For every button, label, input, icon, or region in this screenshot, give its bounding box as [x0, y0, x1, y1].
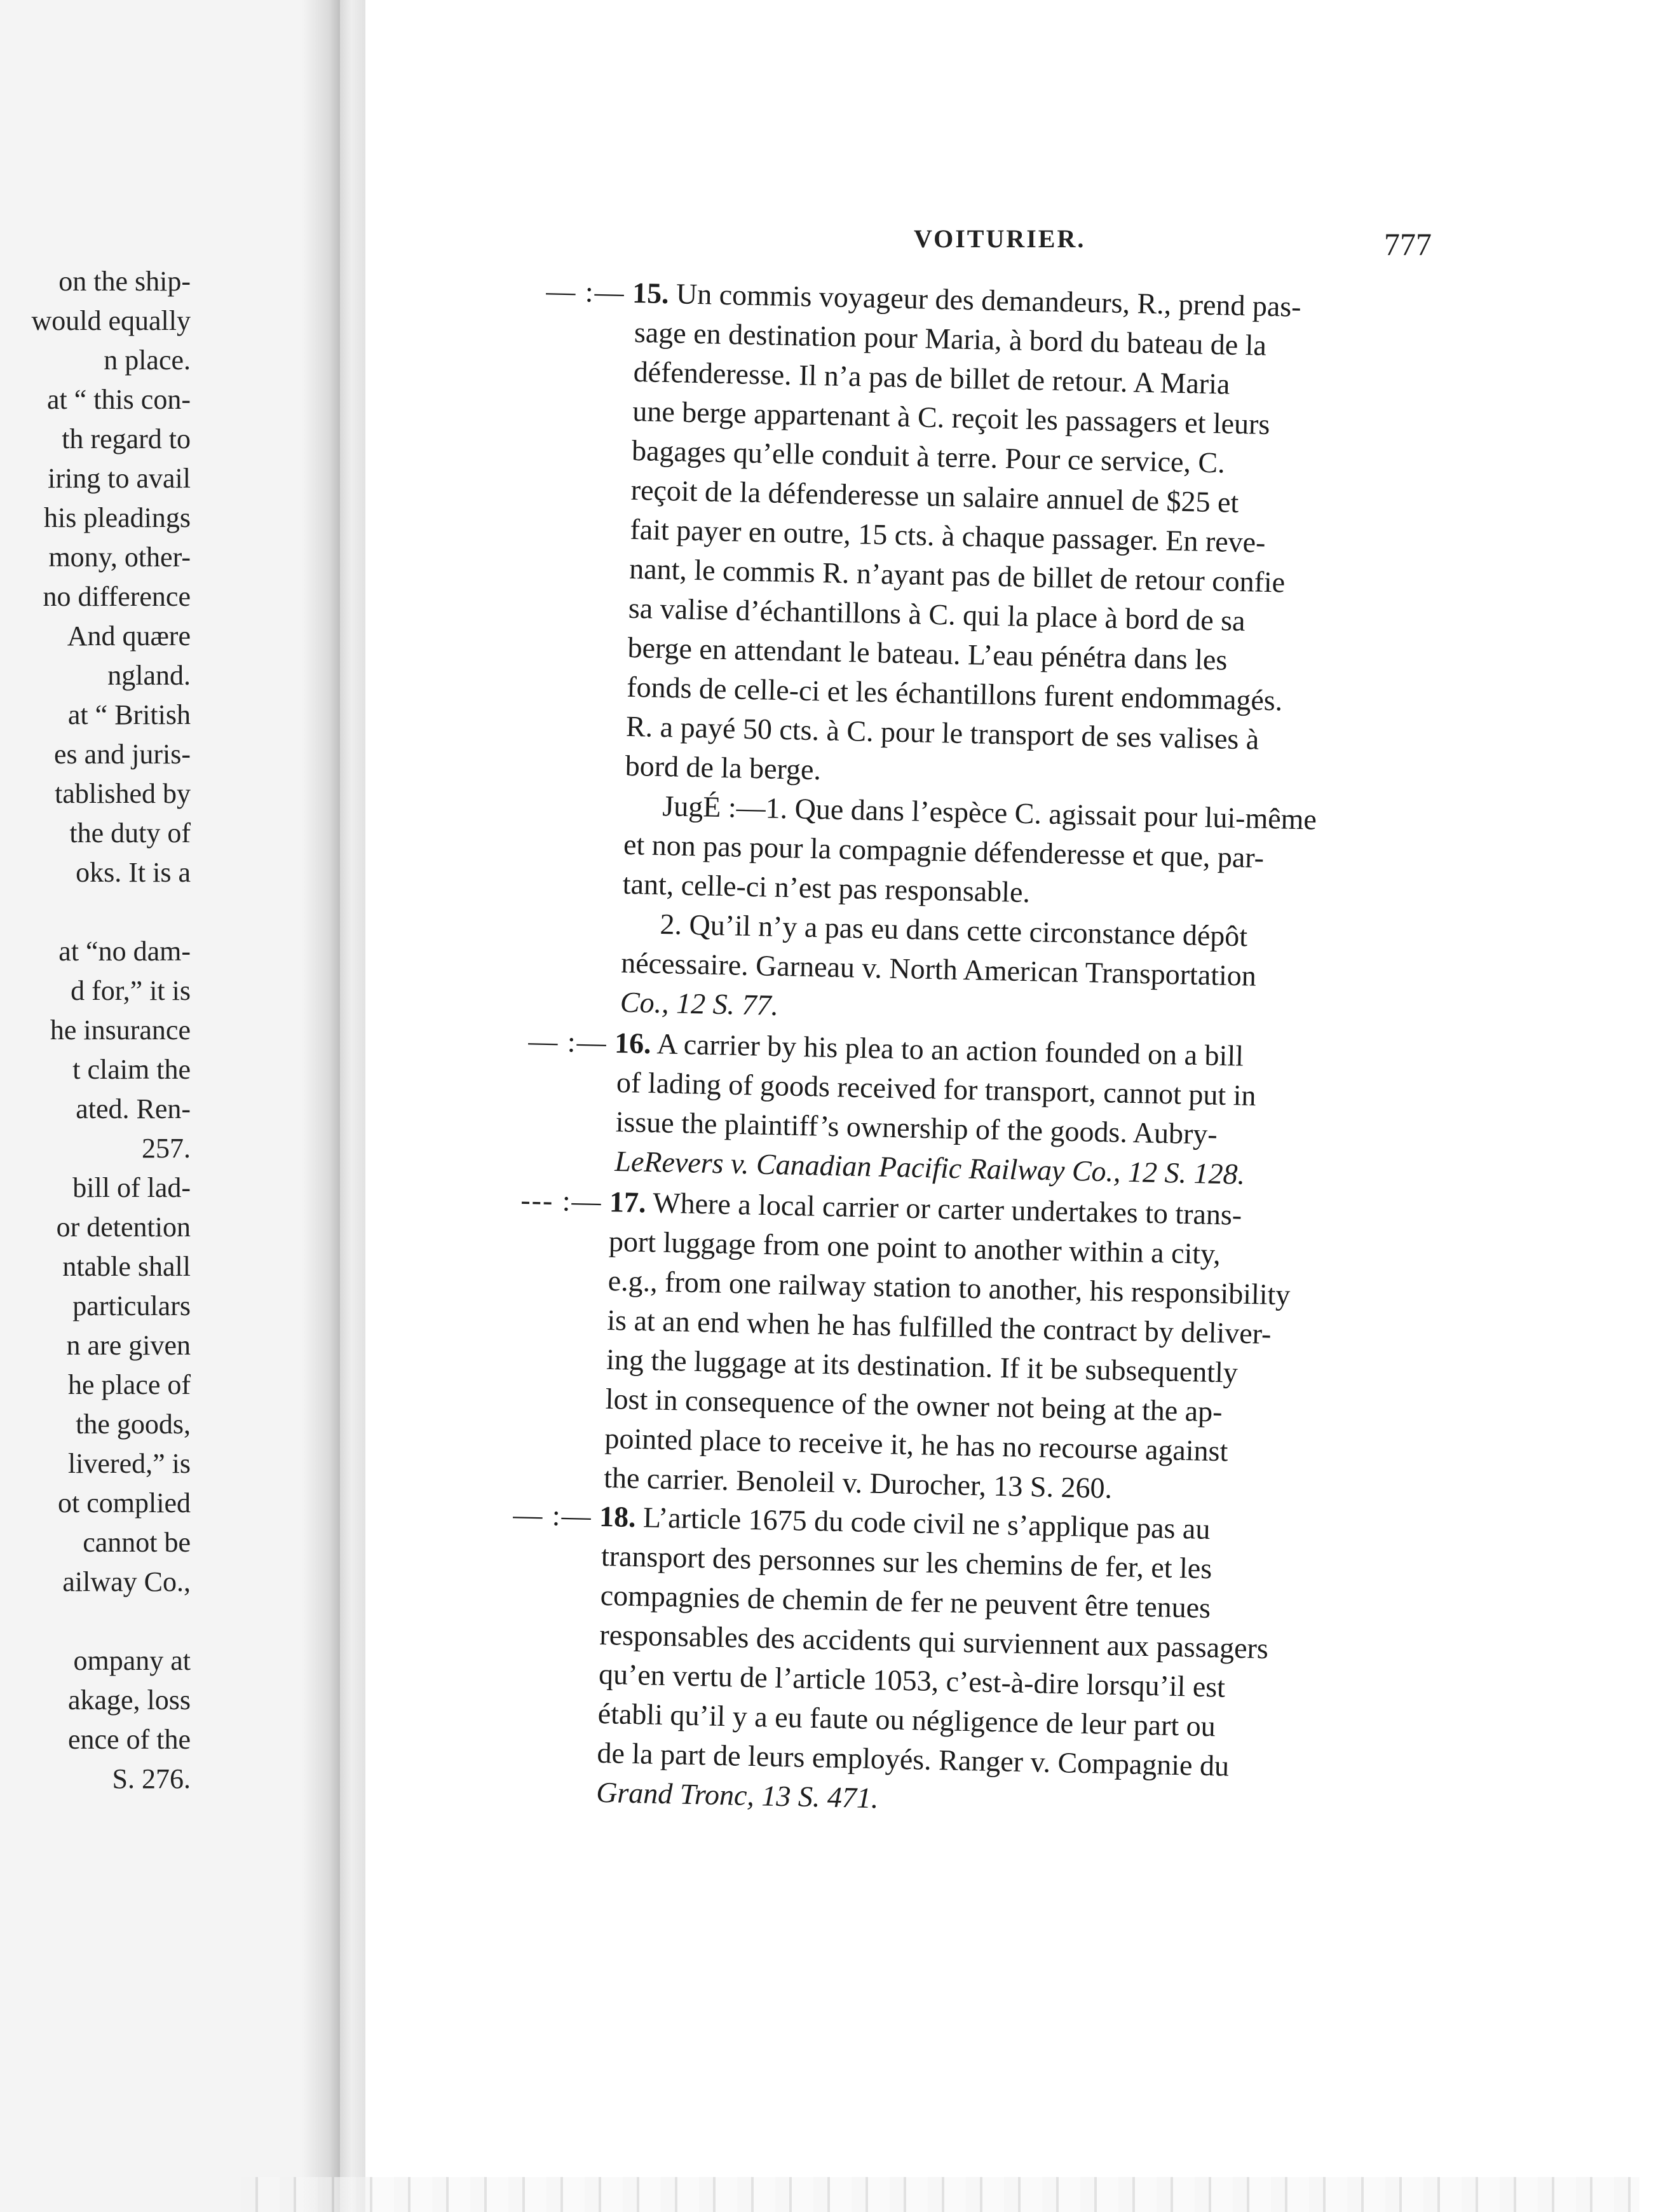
- entry-line: R. a payé 50 cts. à C. pour le transport de ses valises à: [625, 709, 1259, 756]
- entry-15-text: [545, 273, 1390, 1038]
- left-line: ntable shall: [62, 1251, 191, 1282]
- juge-line: nécessaire. Garneau v. North American Transportation: [620, 946, 1257, 992]
- entry-18-text: [512, 1497, 1300, 1827]
- entry-marker: --- :—: [520, 1184, 603, 1218]
- entry-line: de la part de leurs employés. Ranger v. Compagnie du: [597, 1736, 1230, 1782]
- entry-line: nant, le commis R. n’ayant pas de billet de retour confie: [628, 552, 1286, 599]
- entry-line: compagnies de chemin de fer ne peuvent être tenues: [600, 1578, 1211, 1625]
- left-line: at “no dam-: [58, 936, 191, 967]
- left-line: particulars: [72, 1290, 191, 1321]
- page-number: 777: [1384, 226, 1432, 262]
- left-line: n are given: [66, 1330, 191, 1361]
- left-line: t claim the: [72, 1054, 191, 1085]
- entry-line: the carrier. Benoleil v. Durocher, 13 S. 260.: [603, 1461, 1113, 1505]
- left-line: [0, 892, 191, 932]
- entry-line: sage en destination pour Maria, à bord du bateau de la: [634, 315, 1267, 362]
- left-line: ence of the: [68, 1724, 191, 1755]
- left-line: the duty of: [69, 817, 191, 849]
- left-line: on the ship-: [58, 266, 191, 297]
- facing-page-left: [0, 0, 340, 2212]
- entry-line: is at an end when he has fulfilled the contract by deliver-: [606, 1303, 1272, 1350]
- entry-line: LeRevers v. Canadian Pacific Railway Co., 12 S. 128.: [614, 1144, 1246, 1191]
- entry-line: lost in consequence of the owner not being at the ap-: [605, 1382, 1223, 1428]
- left-line: iring to avail: [48, 463, 191, 494]
- entry-line: Un commis voyageur des demandeurs, R., prend pas-: [675, 277, 1302, 323]
- entry-line: bord de la berge.: [625, 749, 822, 786]
- entry-line: sa valise d’échantillons à C. qui la place à bord de sa: [628, 591, 1246, 638]
- left-line: d for,” it is: [71, 975, 191, 1006]
- entry-marker: — :—: [527, 1025, 608, 1059]
- juge-line: tant, celle-ci n’est pas responsable.: [622, 867, 1031, 909]
- book-gutter: [340, 0, 365, 2212]
- entry-line: issue the plaintiff’s ownership of the goods. Aubry-: [615, 1105, 1218, 1150]
- page-fold-shadow: [302, 0, 340, 2212]
- left-line: ated. Ren-: [76, 1093, 191, 1124]
- left-line: he place of: [68, 1369, 191, 1400]
- left-line: akage, loss: [67, 1684, 191, 1716]
- entry-line: établi qu’il y a eu faute ou négligence de leur part ou: [597, 1697, 1216, 1743]
- left-line: ot complied: [58, 1487, 191, 1519]
- left-line: ompany at: [73, 1645, 191, 1676]
- entry-line: transport des personnes sur les chemins de fer, et les: [601, 1539, 1212, 1585]
- left-line: no difference: [43, 581, 191, 612]
- entry-number: 17.: [609, 1185, 647, 1219]
- left-line: [0, 1602, 191, 1641]
- entry-line: qu’en vertu de l’article 1053, c’est-à-dire lorsqu’il est: [598, 1657, 1226, 1703]
- left-line: mony, other-: [48, 542, 191, 573]
- scan-bottom-edge: [241, 2177, 1639, 2212]
- left-line: bill of lad-: [72, 1172, 191, 1203]
- left-line: or detention: [56, 1212, 191, 1243]
- left-line: 257.: [142, 1133, 191, 1164]
- entry-15: [545, 273, 1390, 1038]
- entry-number: 18.: [599, 1499, 637, 1534]
- left-line: ngland.: [107, 660, 191, 691]
- left-line: he insurance: [50, 1014, 191, 1046]
- entry-line: berge en attendant le bateau. L’eau pénétra dans les: [627, 631, 1228, 676]
- entry-17: [520, 1182, 1331, 1513]
- entry-line: fait payer en outre, 15 cts. à chaque passager. En reve-: [630, 512, 1266, 559]
- entry-line: bagages qu’elle conduit à terre. Pour ce service, C.: [631, 434, 1226, 479]
- entry-18: [512, 1497, 1300, 1827]
- left-line: his pleadings: [44, 502, 191, 533]
- juge-line: 2. Qu’il n’y a pas eu dans cette circonstance dépôt: [660, 908, 1248, 953]
- left-line: oks. It is a: [76, 857, 191, 888]
- entry-number: 15.: [632, 276, 670, 310]
- entry-marker: — :—: [545, 275, 626, 309]
- entry-17-text: [520, 1182, 1331, 1513]
- juge-line: et non pas pour la compagnie défenderesse et que, par-: [623, 828, 1265, 874]
- juge-line: Co., 12 S. 77.: [620, 985, 779, 1021]
- entry-line: reçoit de la défenderesse un salaire annuel de $25 et: [630, 473, 1239, 519]
- entry-line: e.g., from one railway station to another, his responsibility: [608, 1264, 1291, 1311]
- entry-line: une berge appartenant à C. reçoit les passagers et leurs: [632, 394, 1270, 440]
- entry-16: [527, 1023, 1333, 1196]
- juge-line: JugÉ :—1. Que dans l’espèce C. agissait pour lui-même: [662, 789, 1317, 836]
- entry-16-text: [527, 1023, 1333, 1196]
- entry-marker: — :—: [512, 1498, 593, 1533]
- entry-line: pointed place to receive it, he has no recourse against: [604, 1421, 1228, 1468]
- entry-line: Grand Tronc, 13 S. 471.: [595, 1775, 879, 1815]
- left-line: ailway Co.,: [62, 1566, 191, 1597]
- left-line: n place.: [104, 345, 191, 376]
- left-line: the goods,: [76, 1409, 191, 1440]
- left-line: would equally: [31, 305, 191, 336]
- entry-line: fonds de celle-ci et les échantillons furent endommagés.: [626, 670, 1283, 717]
- left-line: at “ British: [67, 699, 191, 730]
- left-line: tablished by: [55, 778, 191, 809]
- left-line: livered,” is: [67, 1448, 191, 1479]
- entry-line: L’article 1675 du code civil ne s’applique pas au: [642, 1501, 1211, 1546]
- left-line: th regard to: [62, 423, 191, 454]
- entry-line: Where a local carrier or carter undertakes to trans-: [652, 1186, 1242, 1231]
- entry-line: responsables des accidents qui surviennent aux passagers: [599, 1618, 1269, 1665]
- left-line: cannot be: [83, 1527, 191, 1558]
- entry-line: ing the luggage at its destination. If it be subsequently: [606, 1342, 1239, 1389]
- left-line: es and juris-: [53, 739, 191, 770]
- entry-line: A carrier by his plea to an action founded on a bill: [656, 1027, 1244, 1072]
- facing-page-text: [0, 262, 191, 1799]
- entry-number: 16.: [614, 1026, 652, 1060]
- left-line: And quære: [67, 620, 191, 652]
- left-line: S. 276.: [112, 1763, 191, 1794]
- running-head: VOITURIER.: [914, 224, 1086, 253]
- entry-line: défenderesse. Il n’a pas de billet de retour. A Maria: [633, 355, 1230, 400]
- entry-line: of lading of goods received for transport, cannot put in: [616, 1065, 1256, 1112]
- entry-line: port luggage from one point to another within a city,: [608, 1224, 1221, 1271]
- left-line: at “ this con-: [46, 384, 191, 415]
